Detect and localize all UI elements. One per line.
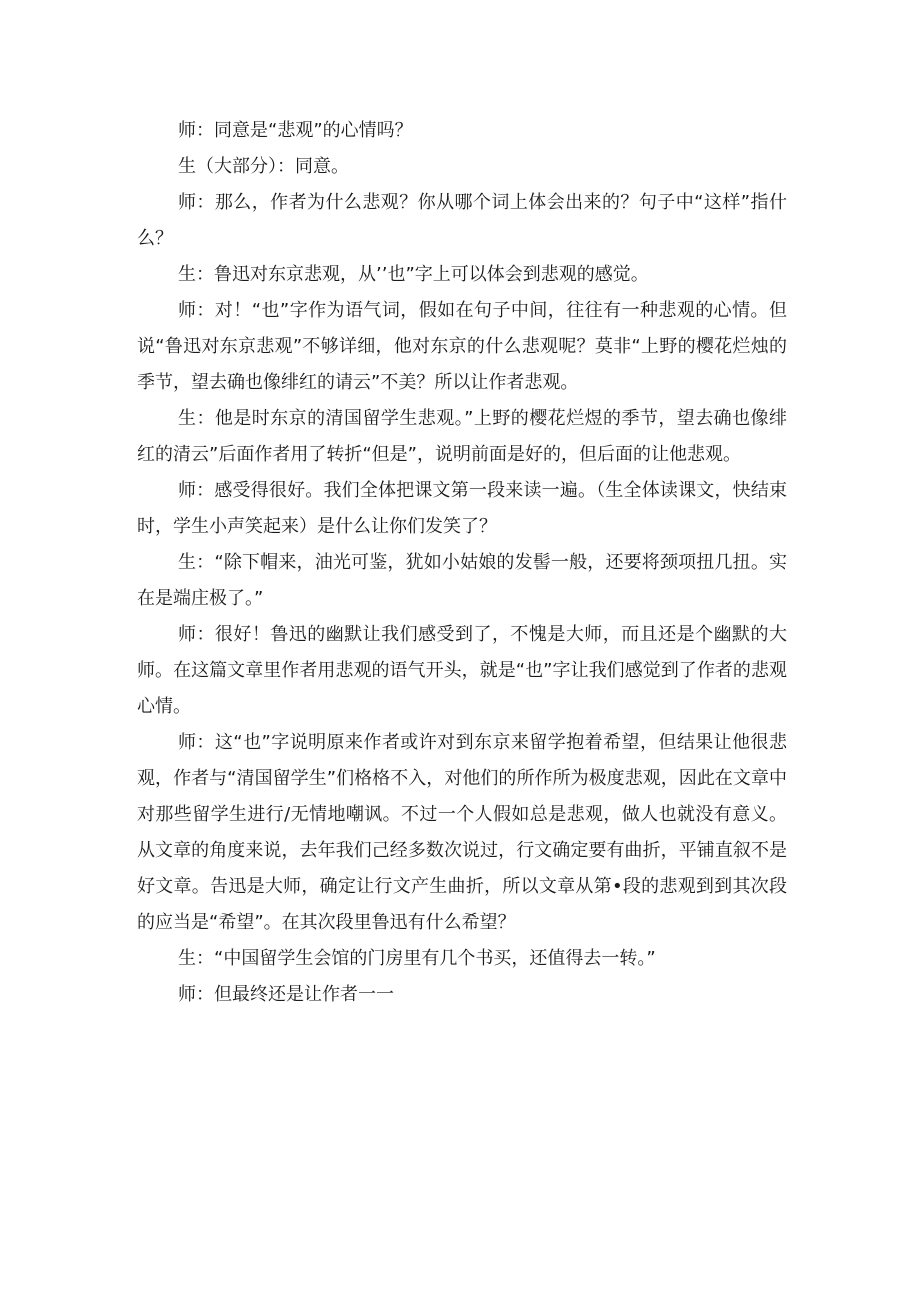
paragraph-6: 生：他是时东京的清国留学生悲观。”上野的樱花烂煜的季节，望去确也像绯红的清云”后面作者用了转折“但是”，说明前面是好的，但后面的让他悲观。	[137, 408, 787, 465]
paragraph-10: 师：这“也”字说明原来作者或许对到东京来留学抱着希望，但结果让他很悲观，作者与“清国留学生”们格格不入，对他们的所作所为极度悲观，因此在文章中对那些留学生进行/无情地嘲讽。不过一个人假如总是悲观，做人也就没有意义。从文章的角度来说，去年我们己经多数次说过，行文确定要有曲折，平铺直叙不是好文章。告迅是大师，确定让行文产生曲折，所以文章从第•段的悲观到到其次段的应当是“希望”。在其次段里鲁迅有什么希望？	[137, 732, 787, 933]
paragraph-1: 师：同意是“悲观”的心情吗？	[178, 120, 413, 141]
paragraph-4: 生：鲁迅对东京悲观，从’’也”字上可以体会到悲观的感觉。	[178, 264, 649, 285]
paragraph-11: 生：“中国留学生会馆的门房里有几个书买，还值得去一转。”	[178, 948, 656, 969]
paragraph-2: 生（大部分）：同意。	[178, 156, 349, 177]
paragraph-8: 生：“除下帽来，油光可鉴，犹如小姑娘的发髻一般，还要将颈项扭几扭。实在是端庄极了。”	[137, 552, 787, 609]
paragraph-12: 师：但最终还是让作者一一	[178, 984, 394, 1005]
paragraph-7: 师：感受得很好。我们全体把课文第一段来读一遍。（生全体读课文，快结束时，学生小声笑起来）是什么让你们发笑了？	[137, 480, 787, 537]
paragraph-3: 师：那么，作者为什么悲观？你从哪个词上体会出来的？句子中“这样”指什么？	[137, 192, 787, 249]
paragraph-9: 师：很好！鲁迅的幽默让我们感受到了，不愧是大师，而且还是个幽默的大师。在这篇文章里作者用悲观的语气开头，就是“也”字让我们感觉到了作者的悲观心情。	[137, 624, 787, 717]
paragraph-5: 师：对！“也”字作为语气词，假如在句子中间，往往有一种悲观的心情。但说“鲁迅对东京悲观”不够详细，他对东京的什么悲观呢？莫非“上野的樱花烂烛的季节，望去确也像绯红的请云”不美？所以让作者悲观。	[137, 300, 787, 393]
document-body	[137, 113, 787, 1013]
